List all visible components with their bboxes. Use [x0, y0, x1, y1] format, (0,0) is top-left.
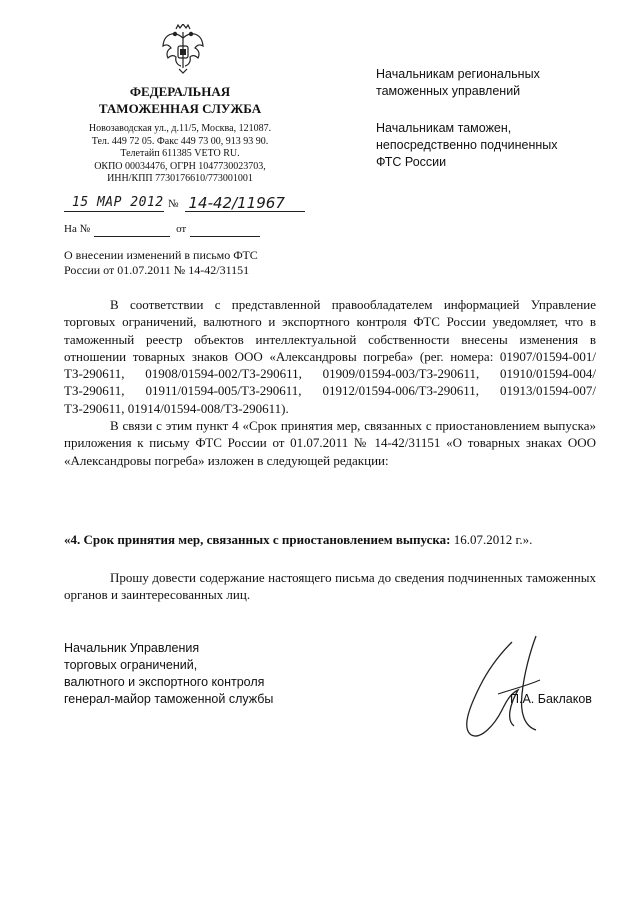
recipient-group — [376, 66, 558, 100]
address-line: Новозаводская ул., д.11/5, Москва, 121087. — [88, 123, 272, 134]
recipient-line: непосредственно подчиненных — [376, 138, 558, 152]
address-line: Тел. 449 72 05. Факс 449 73 00, 913 93 90. — [91, 135, 269, 147]
recipient-line: Начальникам таможен, — [376, 121, 512, 135]
recipient-line: Начальникам региональных — [376, 67, 540, 81]
subject-line: России от 01.07.2011 № 14-42/31151 — [64, 263, 250, 277]
amended-clause-text: «4. Срок принятия мер, связанных с приостановлением выпуска: — [64, 532, 451, 547]
recipient-line: таможенных управлений — [376, 84, 521, 98]
body-paragraph: В связи с этим пункт 4 «Срок принятия мер, связанных с приостановлением выпуска» приложения к письму ФТС России от 01.07.2011 № 14-42/31151 «О товарных знаках ООО «Александровы погреба» изложен в следующей редакции: — [64, 418, 596, 468]
letter-body — [64, 296, 596, 469]
reference-label: На № — [64, 223, 91, 235]
request-paragraph: Прошу довести содержание настоящего письма до сведения подчиненных таможенных органов и заинтересованных лиц. — [64, 570, 596, 603]
org-name-line1: ФЕДЕРАЛЬНАЯ — [129, 84, 231, 99]
recipients — [376, 66, 558, 191]
organization-address — [60, 123, 300, 186]
organization-name — [60, 83, 300, 117]
handwritten-number: 14-42/11967 — [185, 194, 305, 212]
handwritten-signature-icon — [440, 634, 570, 744]
subject-line: О внесении изменений в письмо ФТС — [64, 248, 258, 262]
address-line: ИНН/КПП 7730176610/773001001 — [107, 173, 253, 184]
signer-title-line: генерал-майор таможенной службы — [64, 692, 274, 706]
org-name-line2: ТАМОЖЕННАЯ СЛУЖБА — [98, 101, 262, 116]
coat-of-arms-icon — [160, 24, 206, 74]
amended-clause — [64, 532, 532, 548]
recipient-line: ФТС России — [376, 155, 447, 169]
recipient-group — [376, 120, 558, 171]
reference-date-blank — [190, 220, 260, 237]
reference-number-blank — [94, 220, 170, 237]
signer-name: П.А. Баклаков — [510, 692, 592, 706]
handwritten-date: 15 МАР 2012 — [64, 194, 164, 212]
signer-title-line: торговых ограничений, — [64, 658, 198, 672]
signer-title-line: Начальник Управления — [64, 641, 200, 655]
reference-from-label: от — [176, 223, 187, 235]
letter-subject — [64, 248, 258, 278]
body-paragraph: В соответствии с представленной правообладателем информацией Управление торговых ограничений, валютного и экспортного контроля ФТС России уведомляет, что в таможенный реестр объектов интеллектуальной собственности внесены изменения в отношении товарных знаков ООО «Александровы погреба» (рег. номера: 01907/01594-001/ТЗ-290611, 01908/01594-002/ТЗ-290611, 01909/01594-003/ТЗ-290611, 01910/01594-004/ТЗ-290611, 01911/01594-005/ТЗ-290611, 01912/01594-006/ТЗ-290611, 01913/01594-007/ТЗ-290611, 01914/01594-008/ТЗ-290611). — [64, 297, 596, 416]
signer-title-line: валютного и экспортного контроля — [64, 675, 265, 689]
address-line: Телетайп 611385 VETO RU. — [120, 148, 240, 159]
address-line: ОКПО 00034476, ОГРН 1047730023703, — [94, 160, 266, 172]
number-label: № — [168, 198, 179, 210]
amended-clause-date: 16.07.2012 г.». — [450, 532, 533, 547]
signer-title — [64, 640, 273, 708]
registration-line — [64, 194, 305, 212]
reference-line — [64, 220, 260, 237]
